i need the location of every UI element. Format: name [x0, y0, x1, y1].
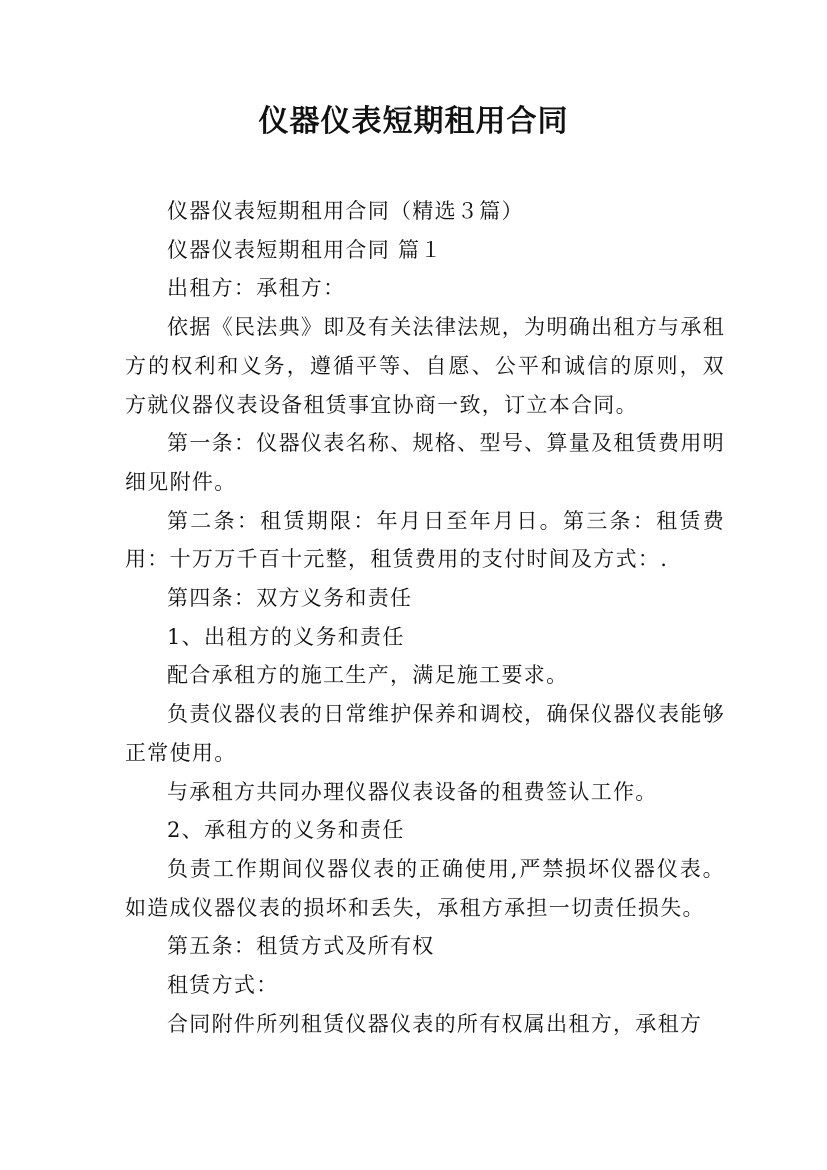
paragraph-lessor-duty-2: 负责仪器仪表的日常维护保养和调校，确保仪器仪表能够正常使用。	[125, 702, 725, 765]
paragraph-parties: 出租方：承租方：	[167, 276, 346, 301]
paragraph-section-heading: 仪器仪表短期租用合同 篇１	[167, 237, 443, 262]
document-title: 仪器仪表短期租用合同	[258, 104, 569, 139]
paragraph-lessor-duties-heading: 1、出租方的义务和责任	[167, 624, 405, 649]
paragraph-preamble: 依据《民法典》即及有关法律法规，为明确出租方与承租方的权利和义务，遵循平等、自愿、公平和诚信的原则，双方就仪器仪表设备租赁事宜协商一致，订立本合同。	[125, 315, 725, 417]
paragraph-ownership: 合同附件所列租赁仪器仪表的所有权属出租方，承租方	[167, 1011, 703, 1036]
paragraph-collection-title: 仪器仪表短期租用合同（精选３篇）	[167, 199, 524, 223]
paragraph-lessor-duty-1: 配合承租方的施工生产，满足施工要求。	[167, 663, 569, 688]
paragraph-lessee-duty-1: 负责工作期间仪器仪表的正确使用,严禁损坏仪器仪表。如造成仪器仪表的损坏和丢失，承租方承担一切责任损失。	[125, 856, 725, 920]
document-body	[125, 192, 725, 1043]
paragraph-article-1: 第一条：仪器仪表名称、规格、型号、算量及租赁费用明细见附件。	[125, 431, 725, 494]
paragraph-lessee-duties-heading: 2、承租方的义务和责任	[167, 818, 405, 843]
paragraph-article-5: 第五条：租赁方式及所有权	[167, 934, 435, 959]
paragraph-article-2-3: 第二条：租赁期限：年月日至年月日。第三条：租赁费用：十万万千百十元整，租赁费用的支付时间及方式：.	[125, 508, 725, 572]
paragraph-article-4: 第四条：双方义务和责任	[167, 586, 413, 611]
paragraph-lease-method: 租赁方式：	[167, 973, 279, 998]
paragraph-lessor-duty-3: 与承租方共同办理仪器仪表设备的租费签认工作。	[167, 779, 658, 804]
